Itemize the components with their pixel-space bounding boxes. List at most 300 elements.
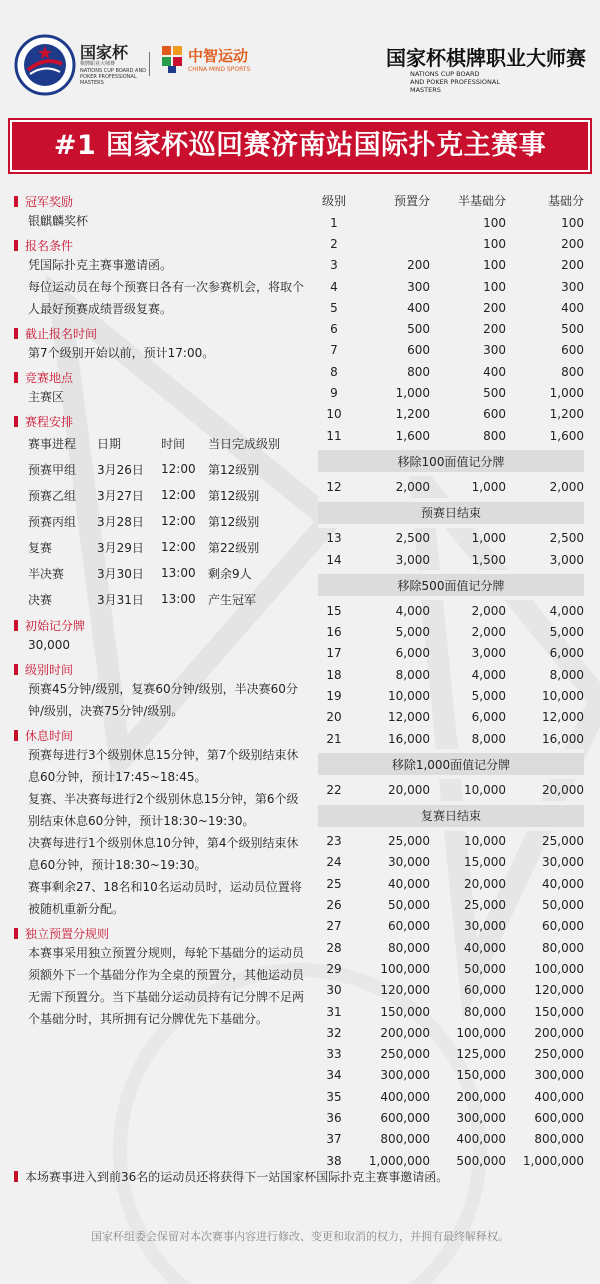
blind-cell: 800	[561, 364, 584, 379]
blind-cell: 12,000	[542, 710, 584, 725]
header	[0, 0, 600, 112]
brand-masters-en-line: AND POKER PROFESSIONAL	[410, 78, 500, 86]
blind-cell: 4	[330, 279, 338, 294]
blind-cell: 10,000	[388, 688, 430, 703]
blind-cell: 800	[483, 428, 506, 443]
blind-cell: 8,000	[471, 731, 506, 746]
schedule-cell: 12:00	[161, 488, 196, 502]
footnote-text: 本场赛事进入到前36名的运动员还将获得下一站国家杯国际扑克主赛事邀请函。	[25, 1170, 449, 1184]
brand-masters-en-line: NATIONS CUP BOARD	[410, 70, 480, 78]
blind-row	[318, 1001, 584, 1022]
paragraph: 复赛、半决赛每进行2个级别休息15分钟，第6个级别结束休息60分钟，预计18:30~19:30。	[28, 792, 299, 828]
schedule-cell: 12:00	[161, 514, 196, 528]
section-marker	[14, 730, 18, 741]
blind-cell: 40,000	[388, 876, 430, 891]
blind-cell: 26	[326, 898, 342, 913]
section-heading-text: 竞赛地点	[25, 371, 74, 385]
blind-cell: 80,000	[388, 940, 430, 955]
title-banner	[10, 120, 590, 172]
blind-cell: 100	[483, 279, 506, 294]
blind-cell: 200	[483, 322, 506, 337]
levels-text: 预赛45分钟/级别，复赛60分钟/级别，半决赛60分钟/级别，决赛75分钟/级别。	[28, 682, 298, 718]
blind-cell: 2,500	[395, 531, 430, 546]
blind-cell: 300,000	[380, 1068, 430, 1083]
schedule-cell: 12:00	[161, 462, 196, 476]
blind-cell: 1,000,000	[522, 1153, 584, 1168]
blind-cell: 600,000	[534, 1111, 584, 1126]
section-marker	[14, 240, 18, 251]
blind-cell: 600,000	[380, 1111, 430, 1126]
blind-cell: 100	[561, 215, 584, 230]
section-marker	[14, 620, 18, 631]
blind-cell: 120,000	[534, 983, 584, 998]
schedule-cell: 剩余9人	[208, 566, 252, 581]
blind-cell: 600	[483, 407, 506, 422]
blind-cell: 10,000	[464, 834, 506, 849]
blind-row	[318, 382, 584, 403]
blind-cell: 50,000	[388, 898, 430, 913]
blind-cell: 2,000	[471, 603, 506, 618]
blind-cell: 200	[561, 258, 584, 273]
brand-nations-cup-sub: 棋牌职业大师赛	[80, 61, 116, 67]
section-heading-text: 截止报名时间	[25, 327, 98, 341]
blind-cell: 1,000	[395, 386, 430, 401]
blind-row	[318, 873, 584, 894]
blind-row	[318, 425, 584, 448]
blind-row	[318, 1065, 584, 1086]
blind-cell: 6,000	[549, 646, 584, 661]
blind-cell: 6,000	[471, 710, 506, 725]
blind-row	[318, 318, 584, 339]
section-heading-text: 休息时间	[25, 729, 74, 743]
header-divider	[149, 52, 150, 76]
section-heading-registration	[14, 237, 304, 254]
schedule-cell: 第22级别	[208, 540, 260, 555]
blind-cell: 1,500	[471, 552, 506, 567]
blind-cell: 150,000	[456, 1068, 506, 1083]
schedule-cell: 13:00	[161, 592, 196, 606]
blind-cell: 5,000	[395, 625, 430, 640]
schedule-header-cell: 赛事进程	[28, 436, 77, 451]
blind-row	[318, 297, 584, 318]
section-marker	[14, 928, 18, 939]
blind-cell: 100	[483, 215, 506, 230]
blind-separator-label: 移除100面值记分牌	[318, 448, 584, 474]
blind-cell: 37	[326, 1132, 342, 1147]
section-marker	[14, 196, 18, 207]
blind-cell: 17	[326, 646, 342, 661]
section-heading-text: 独立预置分规则	[25, 927, 110, 941]
blind-table-body	[318, 212, 584, 1171]
blind-cell: 10,000	[464, 782, 506, 797]
paragraph: 预赛每进行3个级别休息15分钟，第7个级别结束休息60分钟，预计17:45~18:45。	[28, 748, 299, 784]
blind-cell: 4,000	[395, 603, 430, 618]
blind-cell: 400	[561, 300, 584, 315]
blind-cell: 28	[326, 940, 342, 955]
blind-cell: 30,000	[464, 919, 506, 934]
paragraph: 决赛每进行1个级别休息10分钟，第4个级别结束休息60分钟，预计18:30~19:30。	[28, 836, 299, 872]
blind-cell: 2,000	[471, 625, 506, 640]
section-heading-text: 冠军奖励	[25, 195, 74, 209]
blind-cell: 100,000	[456, 1025, 506, 1040]
page-title: #1 国家杯巡回赛济南站国际扑克主赛事	[53, 130, 547, 161]
blind-cell: 30	[326, 983, 342, 998]
blind-cell: 800,000	[534, 1132, 584, 1147]
blind-cell: 38	[326, 1153, 342, 1168]
blind-cell: 200,000	[534, 1025, 584, 1040]
blind-row	[318, 598, 584, 621]
paragraph: 凭国际扑克主赛事邀请函。	[28, 258, 173, 272]
blind-cell	[350, 233, 430, 254]
blind-cell: 500,000	[456, 1153, 506, 1168]
schedule-cell: 3月29日	[97, 540, 144, 555]
blind-cell: 1,200	[549, 407, 584, 422]
blind-cell: 250,000	[380, 1047, 430, 1062]
blind-cell: 80,000	[464, 1004, 506, 1019]
blind-cell: 2,000	[549, 479, 584, 494]
blind-cell: 100	[483, 236, 506, 251]
blind-cell: 25,000	[388, 834, 430, 849]
blind-cell: 400	[483, 364, 506, 379]
event-info-column	[14, 188, 304, 1030]
blind-cell: 1,000,000	[368, 1153, 430, 1168]
paragraph: 每位运动员在每个预赛日各有一次参赛机会，将取个人最好预赛成绩晋级复赛。	[28, 280, 305, 316]
blind-cell: 36	[326, 1111, 342, 1126]
section-heading-text: 初始记分牌	[25, 619, 86, 633]
ante-text: 本赛事采用独立预置分规则，每轮下基础分的运动员须额外下一个基础分作为全桌的预置分，其他运动员无需下预置分。当下基础分运动员持有记分牌不足两个基础分时，其所拥有记分牌优先下基础分。	[28, 946, 305, 1026]
blind-row	[318, 1086, 584, 1107]
blind-row	[318, 233, 584, 254]
blind-row	[318, 829, 584, 852]
schedule-cell: 产生冠军	[208, 592, 257, 607]
footnote-marker	[14, 1171, 18, 1182]
blind-separator-label: 移除1,000面值记分牌	[318, 751, 584, 777]
blind-structure-column	[318, 188, 584, 1171]
blind-separator-row	[318, 572, 584, 598]
blind-cell: 6,000	[395, 646, 430, 661]
schedule-row	[28, 482, 280, 508]
blind-separator-label: 移除500面值记分牌	[318, 572, 584, 598]
blind-cell: 2,500	[549, 531, 584, 546]
blind-cell: 300	[407, 279, 430, 294]
schedule-cell: 第12级别	[208, 462, 260, 477]
venue-text: 主赛区	[28, 390, 65, 404]
blind-cell: 34	[326, 1068, 342, 1083]
blind-cell: 16,000	[388, 731, 430, 746]
brand-nations-cup-cn: 国家杯	[80, 43, 129, 62]
blind-cell: 80,000	[542, 940, 584, 955]
schedule-cell: 预赛甲组	[28, 462, 77, 477]
brand-nations-cup-en: NATIONS CUP BOARD AND POKER PROFESSIONAL MASTERS	[80, 68, 147, 86]
section-marker	[14, 664, 18, 675]
blind-cell: 200	[483, 300, 506, 315]
blind-cell: 60,000	[388, 919, 430, 934]
schedule-row	[28, 508, 280, 534]
blind-row	[318, 255, 584, 276]
blind-cell: 200,000	[456, 1089, 506, 1104]
blind-cell: 400,000	[534, 1089, 584, 1104]
schedule-table	[28, 430, 280, 612]
blind-cell: 600	[407, 343, 430, 358]
schedule-header-row	[28, 430, 280, 456]
blind-cell: 10,000	[542, 688, 584, 703]
blind-cell: 3,000	[549, 552, 584, 567]
schedule-cell: 半决赛	[28, 566, 65, 581]
blind-cell: 150,000	[380, 1004, 430, 1019]
blind-cell: 7	[330, 343, 338, 358]
blind-cell: 30,000	[542, 855, 584, 870]
schedule-row	[28, 534, 280, 560]
blind-cell: 500	[483, 386, 506, 401]
section-heading-text: 赛程安排	[25, 415, 74, 429]
section-heading-text: 报名条件	[25, 239, 74, 253]
blind-cell: 1,200	[395, 407, 430, 422]
blind-row	[318, 1107, 584, 1128]
blind-cell: 600	[561, 343, 584, 358]
blind-cell: 15	[326, 603, 342, 618]
blind-cell: 3,000	[471, 646, 506, 661]
schedule-cell: 3月26日	[97, 462, 144, 477]
blind-cell: 100,000	[380, 961, 430, 976]
blind-header-cell: 半基础分	[457, 193, 506, 208]
blind-cell: 40,000	[542, 876, 584, 891]
blind-structure-table	[318, 188, 584, 1171]
paragraph: 赛事剩余27、18名和10名运动员时，运动员位置将被随机重新分配。	[28, 880, 302, 916]
brand-masters-cn: 国家杯棋牌职业大师赛	[386, 46, 586, 70]
blind-row	[318, 474, 584, 499]
blind-cell: 1,000	[549, 386, 584, 401]
blind-cell: 18	[326, 667, 342, 682]
schedule-cell: 决赛	[28, 592, 53, 607]
schedule-cell: 第12级别	[208, 488, 260, 503]
blind-separator-row	[318, 751, 584, 777]
blind-cell: 10	[326, 407, 342, 422]
award-text: 银麒麟奖杯	[28, 214, 89, 228]
blind-cell: 125,000	[456, 1047, 506, 1062]
schedule-cell: 3月28日	[97, 514, 144, 529]
disclaimer: 国家杯组委会保留对本次赛事内容进行修改、变更和取消的权力，并拥有最终解释权。	[91, 1230, 509, 1243]
blind-cell: 11	[326, 428, 342, 443]
blind-row	[318, 1044, 584, 1065]
blind-cell: 6	[330, 322, 338, 337]
blind-cell: 24	[326, 855, 342, 870]
blind-cell: 4,000	[471, 667, 506, 682]
blind-cell: 50,000	[464, 961, 506, 976]
blind-cell: 500	[407, 322, 430, 337]
blind-cell: 20,000	[464, 876, 506, 891]
section-heading-text: 级别时间	[25, 663, 74, 677]
blind-cell: 50,000	[542, 898, 584, 913]
blind-cell: 3,000	[395, 552, 430, 567]
brand-masters-en-line: MASTERS	[410, 86, 441, 94]
blind-row	[318, 1129, 584, 1150]
blind-separator-label: 预赛日结束	[318, 500, 584, 526]
blind-cell: 8	[330, 364, 338, 379]
blind-row	[318, 276, 584, 297]
blind-cell: 8,000	[549, 667, 584, 682]
section-heading-breaks	[14, 727, 304, 744]
blind-row	[318, 621, 584, 642]
blind-cell: 22	[326, 782, 342, 797]
blind-row	[318, 404, 584, 425]
breaks-text	[14, 744, 304, 920]
blind-cell: 5	[330, 300, 338, 315]
blind-cell: 12	[326, 479, 342, 494]
blind-cell: 25	[326, 876, 342, 891]
blind-row	[318, 361, 584, 382]
chips-text: 30,000	[28, 638, 70, 652]
blind-row	[318, 894, 584, 915]
blind-row	[318, 980, 584, 1001]
section-heading-award	[14, 193, 304, 210]
blind-cell: 35	[326, 1089, 342, 1104]
schedule-row	[28, 560, 280, 586]
schedule-cell: 第12级别	[208, 514, 260, 529]
schedule-cell: 3月27日	[97, 488, 144, 503]
blind-row	[318, 707, 584, 728]
blind-cell: 2,000	[395, 479, 430, 494]
blind-cell: 40,000	[464, 940, 506, 955]
blind-row	[318, 340, 584, 361]
blind-cell: 5,000	[549, 625, 584, 640]
blind-header-row	[318, 188, 584, 212]
blind-cell: 1,000	[471, 531, 506, 546]
blind-cell: 31	[326, 1004, 342, 1019]
schedule-cell: 复赛	[28, 540, 53, 555]
blind-cell: 27	[326, 919, 342, 934]
blind-cell: 400,000	[380, 1089, 430, 1104]
blind-cell: 300,000	[534, 1068, 584, 1083]
blind-cell: 150,000	[534, 1004, 584, 1019]
schedule-row	[28, 456, 280, 482]
section-heading-levels	[14, 661, 304, 678]
blind-cell: 20,000	[388, 782, 430, 797]
blind-separator-row	[318, 803, 584, 829]
blind-cell: 1,600	[395, 428, 430, 443]
blind-row	[318, 937, 584, 958]
nations-cup-logo-icon	[14, 34, 76, 96]
blind-cell: 21	[326, 731, 342, 746]
section-marker	[14, 372, 18, 383]
blind-row	[318, 777, 584, 802]
blind-row	[318, 526, 584, 549]
blind-cell: 16,000	[542, 731, 584, 746]
blind-cell: 200	[561, 236, 584, 251]
footnote	[14, 1168, 594, 1185]
blind-row	[318, 212, 584, 233]
blind-cell: 19	[326, 688, 342, 703]
blind-row	[318, 728, 584, 751]
blind-cell: 25,000	[464, 898, 506, 913]
blind-row	[318, 958, 584, 979]
blind-cell	[350, 212, 430, 233]
blind-cell: 60,000	[464, 983, 506, 998]
blind-cell: 8,000	[395, 667, 430, 682]
schedule-header-cell: 当日完成级别	[208, 436, 281, 451]
blind-cell: 4,000	[549, 603, 584, 618]
blind-cell: 3	[330, 258, 338, 273]
blind-separator-row	[318, 500, 584, 526]
schedule-cell: 预赛乙组	[28, 488, 77, 503]
blind-cell: 32	[326, 1025, 342, 1040]
blind-cell: 800,000	[380, 1132, 430, 1147]
blind-cell: 120,000	[380, 983, 430, 998]
blind-cell: 500	[561, 322, 584, 337]
blind-cell: 400	[407, 300, 430, 315]
blind-header-cell: 级别	[321, 193, 346, 208]
schedule-cell: 13:00	[161, 566, 196, 580]
blind-row	[318, 685, 584, 706]
section-marker	[14, 328, 18, 339]
blind-cell: 400,000	[456, 1132, 506, 1147]
schedule-row	[28, 586, 280, 612]
schedule-cell: 3月31日	[97, 592, 144, 607]
blind-cell: 13	[326, 531, 342, 546]
blind-cell: 60,000	[542, 919, 584, 934]
blind-row	[318, 852, 584, 873]
blind-header-cell: 基础分	[547, 193, 584, 208]
section-marker	[14, 416, 18, 427]
blind-cell: 300,000	[456, 1111, 506, 1126]
blind-cell: 20	[326, 710, 342, 725]
blind-cell: 20,000	[542, 782, 584, 797]
blind-cell: 300	[483, 343, 506, 358]
blind-row	[318, 549, 584, 572]
brand-china-mind-sports-en: CHINA MIND SPORTS	[188, 66, 251, 73]
blind-cell: 12,000	[388, 710, 430, 725]
blind-cell: 200,000	[380, 1025, 430, 1040]
china-mind-sports-logo-icon	[160, 44, 184, 74]
schedule-cell: 12:00	[161, 540, 196, 554]
section-heading-ante	[14, 925, 304, 942]
blind-row	[318, 643, 584, 664]
section-heading-venue	[14, 369, 304, 386]
blind-cell: 2	[330, 236, 338, 251]
registration-text	[14, 254, 304, 320]
blind-separator-label: 复赛日结束	[318, 803, 584, 829]
blind-cell: 250,000	[534, 1047, 584, 1062]
blind-cell: 29	[326, 961, 342, 976]
blind-cell: 5,000	[471, 688, 506, 703]
blind-cell: 16	[326, 625, 342, 640]
blind-cell: 14	[326, 552, 342, 567]
blind-row	[318, 916, 584, 937]
blind-cell: 9	[330, 386, 338, 401]
blind-row	[318, 664, 584, 685]
blind-cell: 23	[326, 834, 342, 849]
brand-masters-en	[410, 70, 500, 94]
schedule-header-cell: 日期	[97, 436, 122, 451]
blind-cell: 800	[407, 364, 430, 379]
blind-cell: 100,000	[534, 961, 584, 976]
schedule-cell: 3月30日	[97, 566, 144, 581]
blind-cell: 15,000	[464, 855, 506, 870]
blind-separator-row	[318, 448, 584, 474]
section-heading-chips	[14, 617, 304, 634]
blind-cell: 33	[326, 1047, 342, 1062]
blind-cell: 25,000	[542, 834, 584, 849]
blind-cell: 300	[561, 279, 584, 294]
blind-cell: 1,000	[471, 479, 506, 494]
blind-cell: 30,000	[388, 855, 430, 870]
blind-header-cell: 预置分	[393, 193, 430, 208]
deadline-text: 第7个级别开始以前，预计17:00。	[28, 346, 215, 360]
blind-cell: 1	[330, 215, 338, 230]
blind-cell: 200	[407, 258, 430, 273]
section-heading-deadline	[14, 325, 304, 342]
section-heading-schedule	[14, 413, 304, 430]
schedule-header-cell: 时间	[161, 436, 186, 451]
